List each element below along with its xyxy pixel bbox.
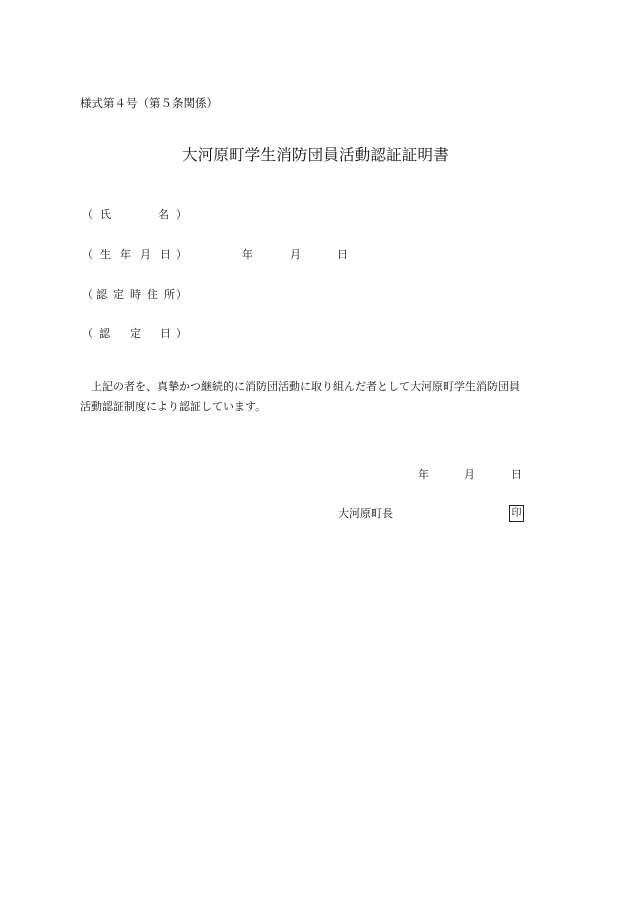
statement-line-1: 上記の者を、真摯かつ継続的に消防団活動に取り組んだ者として大河原町学生消防団員 bbox=[80, 380, 520, 393]
field-address-open: （ bbox=[82, 288, 93, 301]
field-birthdate-char3: 月 bbox=[140, 248, 151, 261]
field-birthdate bbox=[80, 249, 360, 261]
field-name-close: ） bbox=[176, 208, 187, 221]
field-birthdate-char2: 年 bbox=[120, 248, 131, 261]
issue-date bbox=[418, 469, 528, 481]
issue-year-label: 年 bbox=[418, 468, 429, 481]
field-birthdate-char1: 生 bbox=[100, 248, 111, 261]
certification-statement bbox=[80, 377, 560, 417]
statement-line-2: 活動認証制度により認証しています。 bbox=[80, 400, 267, 413]
seal-mark: 印 bbox=[509, 505, 524, 522]
issuer-title: 大河原町長 bbox=[338, 507, 393, 520]
issue-day-label: 日 bbox=[511, 468, 522, 481]
birthdate-month-label: 月 bbox=[290, 248, 301, 261]
field-address-char5: 所 bbox=[164, 288, 175, 301]
birthdate-day-label: 日 bbox=[337, 248, 348, 261]
field-birthdate-char4: 日 bbox=[160, 248, 171, 261]
field-address-char3: 時 bbox=[130, 288, 141, 301]
field-address-char4: 住 bbox=[147, 288, 158, 301]
field-address-char1: 認 bbox=[96, 288, 107, 301]
form-number: 様式第４号（第５条関係） bbox=[80, 96, 218, 110]
field-name-open: （ bbox=[82, 208, 93, 221]
field-cert-char3: 日 bbox=[160, 327, 171, 340]
issue-month-label: 月 bbox=[464, 468, 475, 481]
field-cert-close: ） bbox=[176, 327, 187, 340]
birthdate-year-label: 年 bbox=[242, 248, 253, 261]
field-birthdate-open: （ bbox=[82, 248, 93, 261]
document-title: 大河原町学生消防団員活動認証証明書 bbox=[182, 146, 449, 164]
field-address bbox=[80, 289, 200, 301]
field-birthdate-close: ） bbox=[176, 248, 187, 261]
field-cert-open: （ bbox=[82, 327, 93, 340]
field-name-char1: 氏 bbox=[100, 208, 111, 221]
field-cert-char2: 定 bbox=[130, 327, 141, 340]
field-certification-date bbox=[80, 328, 200, 340]
field-name bbox=[80, 209, 190, 221]
field-address-close: ） bbox=[176, 288, 187, 301]
field-name-char2: 名 bbox=[158, 208, 169, 221]
field-address-char2: 定 bbox=[113, 288, 124, 301]
field-cert-char1: 認 bbox=[99, 327, 110, 340]
